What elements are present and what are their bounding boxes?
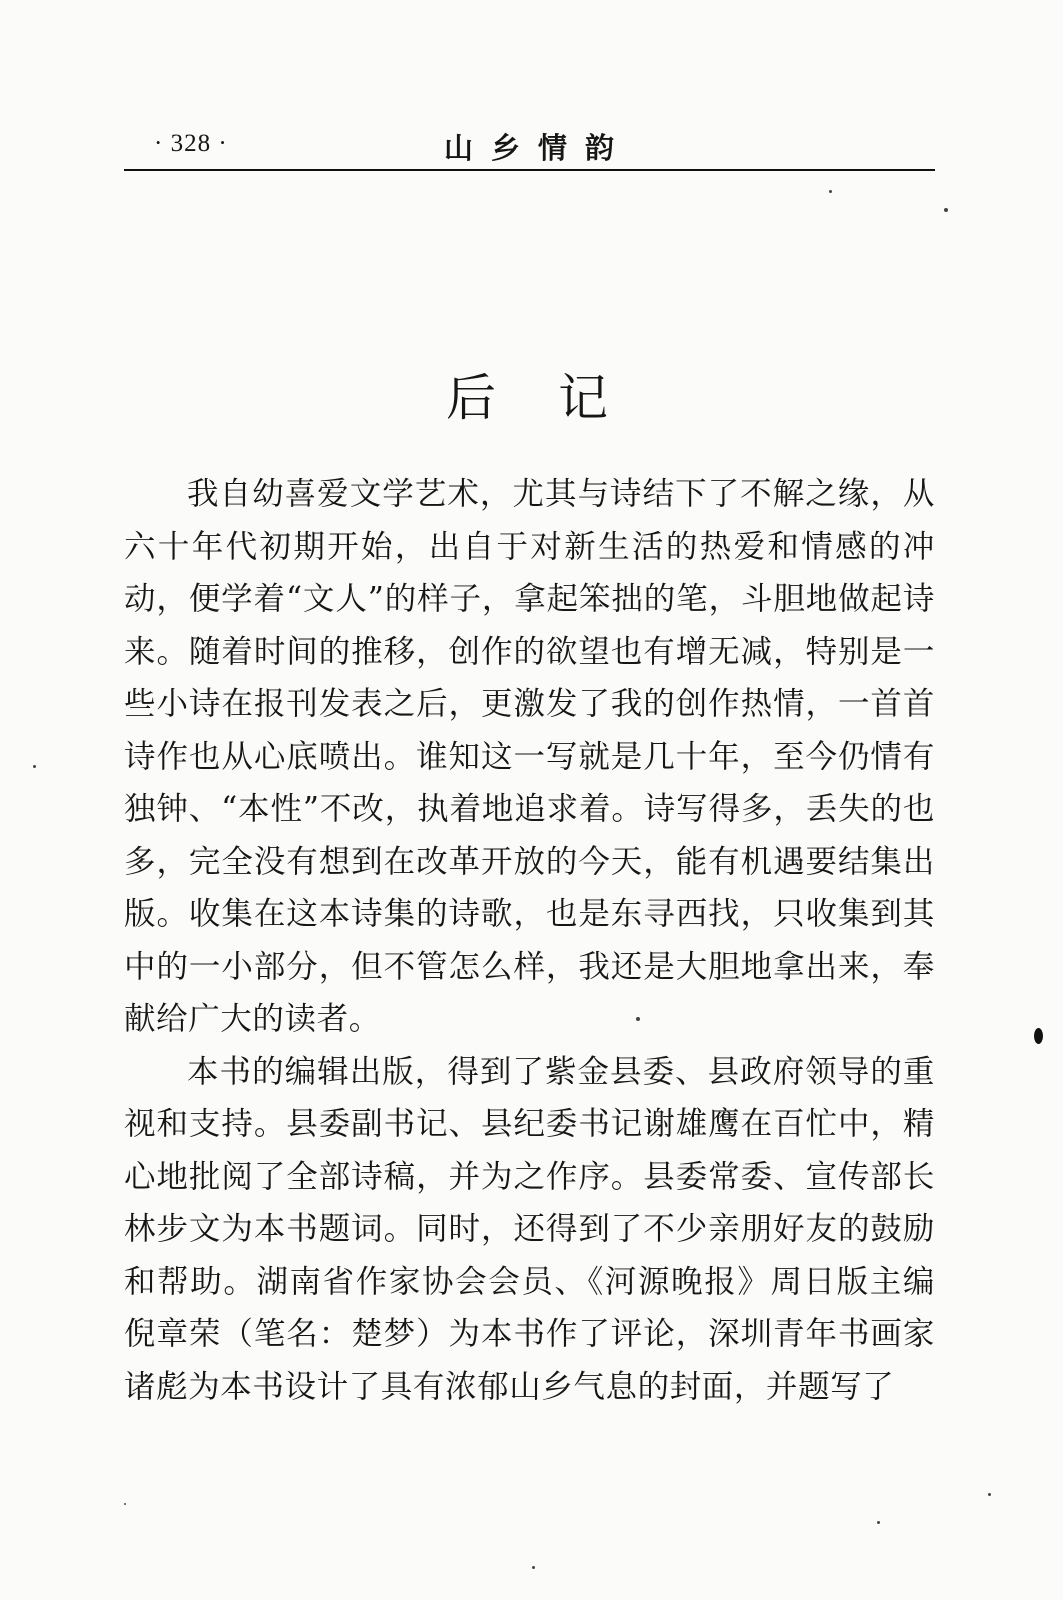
header-rule — [124, 169, 935, 171]
chapter-title: 后记 — [446, 369, 670, 427]
scan-speck — [636, 1017, 640, 1021]
book-title: 山乡情韵 — [444, 131, 633, 165]
scan-speck — [877, 1521, 880, 1524]
paragraph-2: 本书的编辑出版，得到了紫金县委、县政府领导的重视和支持。县委副书记、县纪委书记谢雄鹰在百忙中，精心地批阅了全部诗稿，并为之作序。县委常委、宣传部长林步文为本书题词。同时，还得到了不少亲朋好友的鼓励和帮助。湖南省作家协会会员、《河源晚报》周日版主编倪章荣（笔名：楚梦）为本书作了评论，深圳青年书画家诸彪为本书设计了具有浓郁山乡气息的封面，并题写了 — [124, 1053, 935, 1405]
scan-speck — [532, 1566, 535, 1569]
scan-speck — [988, 1493, 991, 1496]
scan-speck — [124, 1503, 126, 1505]
scan-speck — [829, 190, 832, 193]
running-head — [124, 126, 934, 166]
page-number: · 328 · — [154, 130, 228, 157]
body-text — [124, 468, 935, 1413]
scan-speck — [33, 765, 36, 768]
scan-speck — [1034, 1028, 1043, 1044]
paragraph-1: 我自幼喜爱文学艺术，尤其与诗结下了不解之缘，从六十年代初期开始，出自于对新生活的热爱和情感的冲动，便学着“文人”的样子，拿起笨拙的笔，斗胆地做起诗来。随着时间的推移，创作的欲望也有增无减，特别是一些小诗在报刊发表之后，更激发了我的创作热情，一首首诗作也从心底喷出。谁知这一写就是几十年，至今仍情有独钟、“本性”不改，执着地追求着。诗写得多，丢失的也多，完全没有想到在改革开放的今天，能有机遇要结集出版。收集在这本诗集的诗歌，也是东寻西找，只收集到其中的一小部分，但不管怎么样，我还是大胆地拿出来，奉献给广大的读者。 — [124, 476, 935, 1037]
scan-speck — [944, 208, 948, 212]
